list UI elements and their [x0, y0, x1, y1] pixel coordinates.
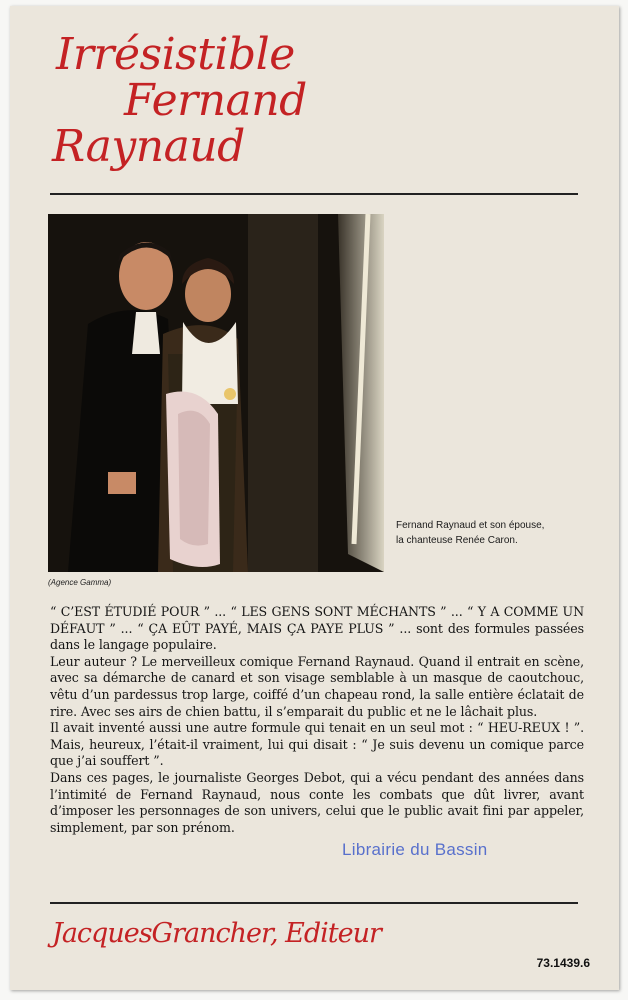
photo-credit: (Agence Gamma)	[48, 578, 112, 587]
blurb-paragraph-4: Dans ces pages, le journaliste Georges Debot, qui a vécu pendant des années dans l’intimité de Fernand Raynaud, nous conte les combats que dût livrer, avant d’imposer les personnages de son univers, celui que le public avait fini par appeler, simplement, par son prénom.	[50, 769, 584, 835]
photo-illustration	[48, 214, 384, 572]
caption-line-1: Fernand Raynaud et son épouse,	[396, 520, 545, 531]
bottom-divider	[50, 902, 578, 904]
blurb-paragraph-2: Leur auteur ? Le merveilleux comique Fernand Raynaud. Quand il entrait en scène, avec sa démarche de canard et son visage semblable à un masque de caoutchouc, vêtu d’un pardessus trop large, coiffé d’un chapeau rond, la salle entière éclatait de rire. Avec ses airs de chien battu, il s’emparait du public et ne le lâchait plus.	[50, 653, 584, 719]
cover-photo	[48, 214, 384, 572]
title-line-1: Irrésistible	[56, 29, 295, 80]
blurb-paragraph-3: Il avait inventé aussi une autre formule qui tenait en un seul mot : “ HEU-REUX ! ”. Mais, heureux, l’était-il vraiment, lui qui disait : “ Je suis devenu un comique parce que j’ai souffert ”.	[50, 720, 584, 769]
caption-line-2: la chanteuse Renée Caron.	[396, 535, 518, 546]
photo-caption	[396, 518, 611, 548]
book-title	[52, 29, 307, 172]
blurb-paragraph-1: “ C’EST ÉTUDIÉ POUR ” ... “ LES GENS SONT MÉCHANTS ” ... “ Y A COMME UN DÉFAUT ” ... “ ÇA EÛT PAYÉ, MAIS ÇA PAYE PLUS ” ... sont des formules passées dans le langage populaire.	[50, 604, 584, 653]
top-divider	[50, 193, 578, 195]
title-line-3: Raynaud	[52, 121, 245, 172]
publisher-name: JacquesGrancher, Editeur	[52, 918, 381, 949]
catalog-code: 73.1439.6	[536, 956, 590, 970]
title-line-2: Fernand	[124, 75, 307, 126]
watermark: Librairie du Bassin	[342, 840, 488, 859]
blurb	[50, 604, 584, 836]
